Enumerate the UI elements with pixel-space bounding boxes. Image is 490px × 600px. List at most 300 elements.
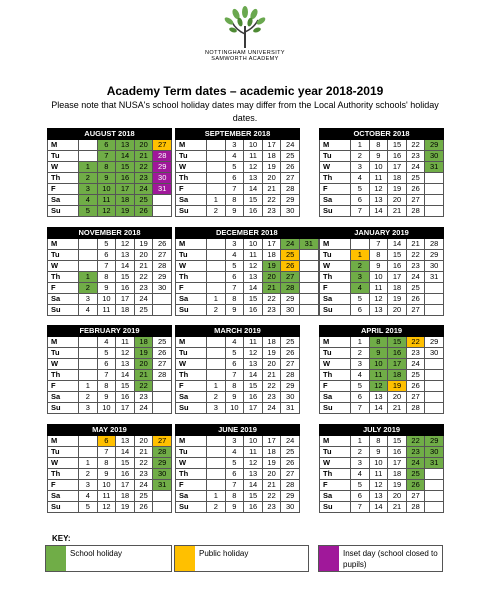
date-cell: 18 [388, 370, 407, 381]
date-cell: 23 [406, 151, 425, 162]
date-cell: 10 [244, 140, 263, 151]
date-cell: 22 [262, 294, 281, 305]
date-cell [425, 283, 444, 294]
date-cell: 19 [388, 184, 407, 195]
date-cell [207, 469, 226, 480]
date-cell: 30 [281, 206, 300, 217]
week-row [320, 195, 444, 206]
date-cell: 26 [406, 381, 425, 392]
date-cell: 22 [406, 436, 425, 447]
day-label: Su [320, 305, 351, 316]
key-public-holiday [174, 545, 309, 572]
date-cell: 5 [225, 458, 244, 469]
date-cell: 20 [262, 272, 281, 283]
day-label: F [48, 381, 79, 392]
date-cell: 13 [244, 272, 263, 283]
date-cell: 3 [79, 480, 98, 491]
date-cell: 28 [406, 403, 425, 414]
date-cell [207, 359, 226, 370]
date-cell: 12 [97, 502, 116, 513]
date-cell: 8 [225, 195, 244, 206]
date-cell: 10 [369, 162, 388, 173]
date-cell [425, 403, 444, 414]
date-cell: 11 [244, 250, 263, 261]
week-row [176, 502, 300, 513]
day-label: Th [176, 272, 207, 283]
week-row [176, 480, 300, 491]
day-label: Th [320, 272, 351, 283]
date-cell: 21 [134, 447, 153, 458]
date-cell: 14 [244, 480, 263, 491]
date-cell: 12 [369, 184, 388, 195]
date-cell: 29 [425, 250, 444, 261]
date-cell: 5 [351, 381, 370, 392]
week-row [48, 436, 172, 447]
date-cell: 2 [207, 305, 226, 316]
week-row [48, 392, 172, 403]
date-cell [207, 250, 226, 261]
day-label: F [176, 283, 207, 294]
date-cell: 17 [116, 403, 135, 414]
date-cell [299, 250, 318, 261]
day-label: Sa [176, 491, 207, 502]
week-row [176, 305, 319, 316]
date-cell [79, 261, 98, 272]
date-cell: 5 [351, 294, 370, 305]
date-cell: 16 [388, 348, 407, 359]
date-cell: 27 [153, 140, 172, 151]
date-cell: 25 [134, 195, 153, 206]
day-label: F [320, 480, 351, 491]
date-cell: 30 [425, 447, 444, 458]
date-cell: 10 [244, 436, 263, 447]
month-header: MAY 2019 [48, 425, 172, 436]
date-cell: 12 [369, 480, 388, 491]
week-row [48, 381, 172, 392]
date-cell [425, 294, 444, 305]
date-cell: 28 [153, 447, 172, 458]
day-label: W [48, 458, 79, 469]
date-cell: 11 [116, 337, 135, 348]
day-label: M [176, 436, 207, 447]
date-cell: 11 [369, 370, 388, 381]
date-cell: 29 [425, 337, 444, 348]
day-label: Tu [176, 348, 207, 359]
date-cell: 2 [79, 173, 98, 184]
date-cell: 12 [369, 381, 388, 392]
day-label: M [320, 140, 351, 151]
date-cell [207, 261, 226, 272]
date-cell: 14 [369, 206, 388, 217]
date-cell: 15 [244, 294, 263, 305]
date-cell: 26 [153, 348, 172, 359]
day-label: Su [48, 502, 79, 513]
date-cell: 23 [134, 392, 153, 403]
date-cell: 27 [406, 392, 425, 403]
date-cell [79, 436, 98, 447]
week-row [320, 480, 444, 491]
date-cell: 24 [406, 162, 425, 173]
date-cell [207, 140, 226, 151]
date-cell: 9 [97, 173, 116, 184]
date-cell [153, 491, 172, 502]
date-cell: 5 [351, 480, 370, 491]
date-cell: 31 [153, 480, 172, 491]
week-row [176, 140, 300, 151]
date-cell [351, 239, 370, 250]
date-cell: 25 [281, 447, 300, 458]
date-cell: 2 [79, 283, 98, 294]
date-cell: 5 [79, 502, 98, 513]
date-cell: 7 [97, 370, 116, 381]
day-label: W [320, 162, 351, 173]
week-row [176, 392, 300, 403]
date-cell: 4 [225, 337, 244, 348]
date-cell: 29 [425, 140, 444, 151]
public-holiday-swatch [175, 546, 195, 571]
date-cell [153, 381, 172, 392]
day-label: M [320, 337, 351, 348]
date-cell: 13 [244, 469, 263, 480]
date-cell: 10 [369, 359, 388, 370]
date-cell: 19 [134, 239, 153, 250]
date-cell: 29 [281, 381, 300, 392]
date-cell: 18 [116, 195, 135, 206]
week-row [320, 447, 444, 458]
date-cell: 28 [406, 502, 425, 513]
day-label: F [48, 184, 79, 195]
date-cell [79, 250, 98, 261]
month-calendar [175, 325, 300, 414]
academy-logo [0, 4, 490, 82]
date-cell: 14 [244, 184, 263, 195]
date-cell: 9 [97, 469, 116, 480]
day-label: Th [48, 173, 79, 184]
date-cell: 12 [97, 206, 116, 217]
day-label: W [48, 359, 79, 370]
date-cell: 8 [97, 381, 116, 392]
date-cell [79, 151, 98, 162]
date-cell: 6 [225, 359, 244, 370]
day-label: Su [176, 403, 207, 414]
date-cell: 7 [97, 151, 116, 162]
week-row [176, 491, 300, 502]
date-cell [79, 348, 98, 359]
date-cell: 4 [351, 370, 370, 381]
date-cell [79, 140, 98, 151]
week-row [48, 151, 172, 162]
week-row [320, 348, 444, 359]
date-cell: 22 [262, 491, 281, 502]
date-cell: 27 [281, 469, 300, 480]
day-label: Su [48, 403, 79, 414]
date-cell: 17 [262, 436, 281, 447]
date-cell: 10 [244, 239, 263, 250]
date-cell: 12 [116, 239, 135, 250]
date-cell [79, 370, 98, 381]
day-label: Tu [48, 250, 79, 261]
date-cell: 4 [79, 305, 98, 316]
date-cell: 2 [351, 151, 370, 162]
week-row [176, 458, 300, 469]
date-cell: 19 [262, 261, 281, 272]
date-cell [153, 206, 172, 217]
date-cell: 13 [116, 250, 135, 261]
date-cell: 4 [351, 283, 370, 294]
date-cell: 17 [116, 294, 135, 305]
week-row [320, 436, 444, 447]
date-cell: 17 [116, 480, 135, 491]
week-row [320, 162, 444, 173]
date-cell: 10 [97, 184, 116, 195]
day-label: Sa [320, 294, 351, 305]
date-cell: 9 [369, 348, 388, 359]
date-cell: 28 [153, 151, 172, 162]
date-cell: 8 [369, 436, 388, 447]
month-calendar [319, 227, 444, 316]
date-cell: 3 [351, 272, 370, 283]
date-cell: 19 [262, 458, 281, 469]
date-cell: 21 [134, 151, 153, 162]
date-cell: 11 [97, 195, 116, 206]
day-label: Sa [320, 392, 351, 403]
date-cell: 28 [406, 206, 425, 217]
date-cell: 6 [225, 272, 244, 283]
date-cell: 12 [244, 162, 263, 173]
date-cell: 10 [369, 458, 388, 469]
month-calendar [47, 325, 172, 414]
date-cell: 8 [225, 294, 244, 305]
date-cell: 21 [388, 502, 407, 513]
date-cell: 4 [225, 250, 244, 261]
date-cell: 24 [134, 480, 153, 491]
date-cell: 31 [281, 403, 300, 414]
week-row [48, 162, 172, 173]
week-row [176, 151, 300, 162]
week-row [48, 261, 172, 272]
date-cell: 19 [388, 381, 407, 392]
date-cell: 26 [406, 480, 425, 491]
date-cell: 7 [351, 502, 370, 513]
key-title: KEY: [52, 534, 71, 543]
day-label: Th [320, 173, 351, 184]
date-cell: 9 [369, 261, 388, 272]
day-label: M [176, 140, 207, 151]
week-row [48, 458, 172, 469]
date-cell: 26 [281, 348, 300, 359]
date-cell: 21 [262, 283, 281, 294]
day-label: Sa [48, 392, 79, 403]
date-cell [425, 173, 444, 184]
date-cell: 30 [281, 392, 300, 403]
date-cell: 24 [406, 359, 425, 370]
date-cell: 13 [116, 140, 135, 151]
date-cell: 23 [406, 447, 425, 458]
date-cell [425, 370, 444, 381]
date-cell: 15 [116, 458, 135, 469]
day-label: W [176, 359, 207, 370]
date-cell: 20 [134, 359, 153, 370]
week-row [176, 359, 300, 370]
date-cell: 1 [207, 491, 226, 502]
date-cell: 23 [134, 469, 153, 480]
date-cell: 6 [97, 436, 116, 447]
date-cell: 1 [79, 272, 98, 283]
day-label: F [320, 283, 351, 294]
month-calendar [47, 227, 172, 316]
date-cell: 30 [425, 348, 444, 359]
date-cell [425, 184, 444, 195]
date-cell [207, 348, 226, 359]
date-cell [425, 469, 444, 480]
date-cell: 20 [262, 469, 281, 480]
date-cell: 25 [281, 151, 300, 162]
date-cell: 29 [153, 272, 172, 283]
month-calendar [319, 325, 444, 414]
date-cell: 11 [97, 491, 116, 502]
month-calendar [319, 424, 444, 513]
date-cell: 30 [153, 469, 172, 480]
date-cell: 3 [225, 140, 244, 151]
date-cell: 12 [244, 348, 263, 359]
date-cell: 13 [116, 359, 135, 370]
month-calendar [175, 227, 319, 316]
week-row [176, 283, 319, 294]
week-row [320, 458, 444, 469]
date-cell: 25 [406, 173, 425, 184]
date-cell: 18 [116, 305, 135, 316]
date-cell: 24 [281, 239, 300, 250]
week-row [320, 370, 444, 381]
date-cell: 25 [134, 305, 153, 316]
date-cell [153, 195, 172, 206]
month-header: NOVEMBER 2018 [48, 228, 172, 239]
date-cell: 13 [116, 436, 135, 447]
date-cell: 14 [369, 403, 388, 414]
date-cell: 16 [116, 392, 135, 403]
day-label: Th [176, 469, 207, 480]
date-cell: 25 [406, 283, 425, 294]
month-header: JANUARY 2019 [320, 228, 444, 239]
week-row [176, 250, 319, 261]
date-cell: 17 [262, 239, 281, 250]
date-cell [207, 370, 226, 381]
date-cell: 30 [153, 283, 172, 294]
date-cell: 10 [97, 294, 116, 305]
date-cell: 8 [97, 272, 116, 283]
date-cell: 20 [388, 392, 407, 403]
week-row [320, 283, 444, 294]
date-cell: 12 [116, 348, 135, 359]
date-cell: 4 [97, 337, 116, 348]
date-cell: 2 [351, 348, 370, 359]
date-cell: 15 [388, 140, 407, 151]
day-label: Th [48, 272, 79, 283]
day-label: F [320, 381, 351, 392]
date-cell: 6 [351, 305, 370, 316]
date-cell: 26 [406, 294, 425, 305]
date-cell: 28 [281, 480, 300, 491]
date-cell: 1 [351, 337, 370, 348]
date-cell: 29 [281, 195, 300, 206]
date-cell [425, 206, 444, 217]
week-row [320, 469, 444, 480]
week-row [320, 239, 444, 250]
date-cell: 24 [134, 184, 153, 195]
date-cell [207, 447, 226, 458]
date-cell: 7 [351, 206, 370, 217]
week-row [48, 239, 172, 250]
date-cell: 17 [116, 184, 135, 195]
day-label: Sa [48, 491, 79, 502]
date-cell: 15 [244, 491, 263, 502]
key-label: Public holiday [199, 549, 249, 558]
day-label: Th [320, 370, 351, 381]
date-cell: 15 [116, 381, 135, 392]
date-cell: 29 [281, 294, 300, 305]
date-cell [79, 359, 98, 370]
date-cell: 28 [281, 283, 300, 294]
date-cell: 17 [388, 359, 407, 370]
date-cell: 21 [388, 403, 407, 414]
date-cell: 25 [281, 250, 300, 261]
week-row [48, 140, 172, 151]
week-row [176, 206, 300, 217]
day-label: Sa [176, 392, 207, 403]
date-cell: 18 [262, 250, 281, 261]
day-label: Tu [48, 447, 79, 458]
date-cell: 1 [351, 436, 370, 447]
page-title: Academy Term dates – academic year 2018-2019 [106, 84, 384, 98]
date-cell: 19 [388, 294, 407, 305]
date-cell: 18 [262, 151, 281, 162]
date-cell: 11 [244, 337, 263, 348]
date-cell: 3 [351, 162, 370, 173]
date-cell: 10 [97, 480, 116, 491]
date-cell: 6 [351, 491, 370, 502]
day-label: W [320, 359, 351, 370]
date-cell: 31 [425, 458, 444, 469]
date-cell: 6 [225, 469, 244, 480]
date-cell: 19 [388, 480, 407, 491]
day-label: Tu [176, 447, 207, 458]
date-cell: 21 [262, 370, 281, 381]
date-cell: 23 [134, 283, 153, 294]
day-label: M [320, 436, 351, 447]
day-label: M [48, 337, 79, 348]
date-cell [299, 272, 318, 283]
week-row [48, 370, 172, 381]
date-cell: 14 [116, 261, 135, 272]
date-cell: 2 [351, 447, 370, 458]
date-cell: 30 [425, 261, 444, 272]
date-cell [425, 502, 444, 513]
date-cell: 18 [262, 337, 281, 348]
week-row [320, 140, 444, 151]
week-row [176, 195, 300, 206]
date-cell: 11 [369, 173, 388, 184]
day-label: Sa [176, 294, 207, 305]
month-header: JULY 2019 [320, 425, 444, 436]
day-label: F [48, 480, 79, 491]
date-cell: 7 [225, 480, 244, 491]
date-cell: 19 [134, 348, 153, 359]
date-cell: 16 [244, 206, 263, 217]
date-cell: 27 [153, 436, 172, 447]
date-cell: 30 [153, 173, 172, 184]
date-cell: 3 [207, 403, 226, 414]
date-cell [207, 151, 226, 162]
